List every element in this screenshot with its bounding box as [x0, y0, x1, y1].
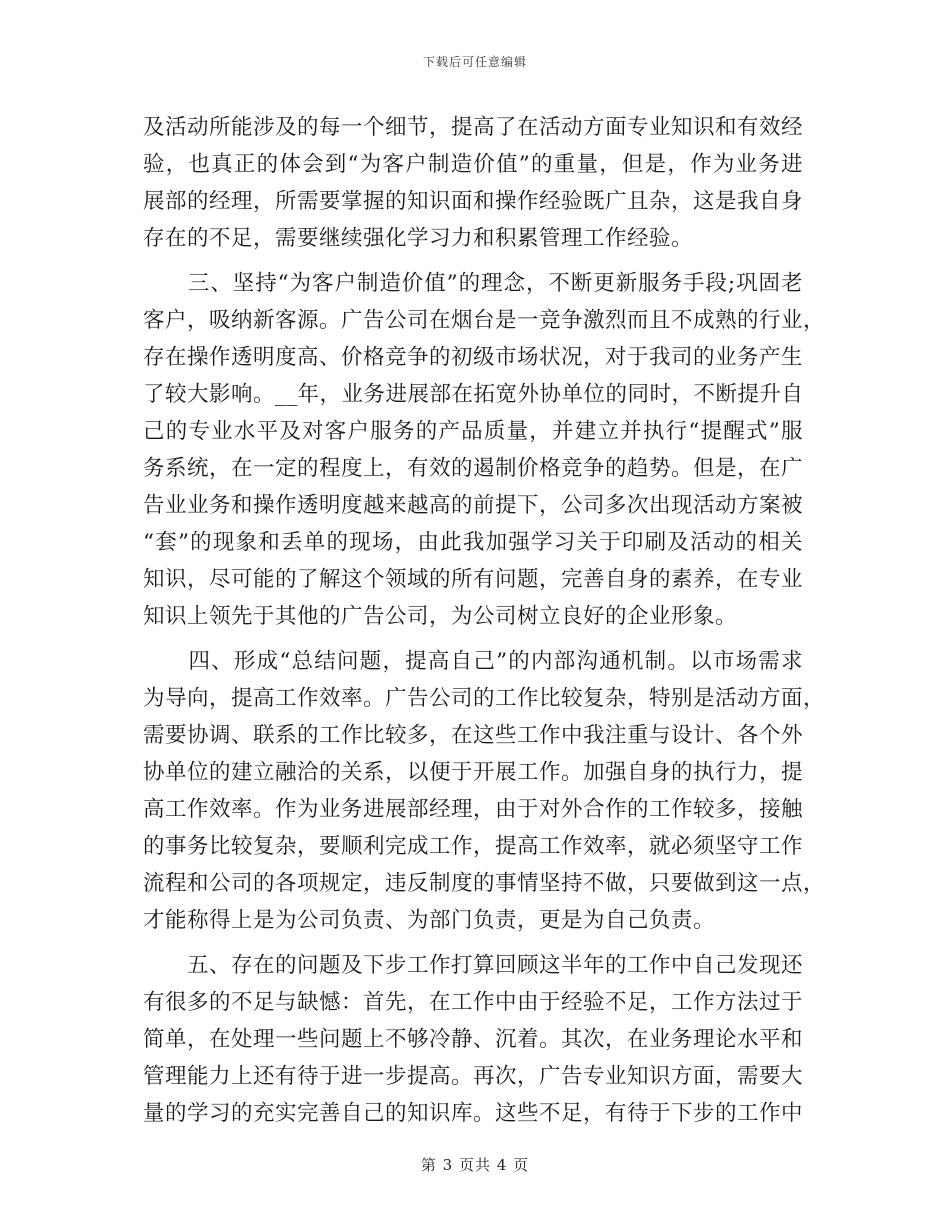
text-line: 告业业务和操作透明度越来越高的前提下，公司多次出现活动方案被	[143, 493, 804, 518]
text-line: 有很多的不足与缺憾：首先，在工作中由于经验不足，工作方法过于	[143, 990, 804, 1015]
text-line: 知识上领先于其他的广告公司，为公司树立良好的企业形象。	[143, 604, 738, 629]
text-line: 展部的经理，所需要掌握的知识面和操作经验既广且杂，这是我自身	[143, 189, 804, 214]
text-line: 验，也真正的体会到“为客户制造价值”的重量，但是，作为业务进	[143, 152, 803, 177]
text-line: 的事务比较复杂，要顺利完成工作，提高工作效率，就必须坚守工作	[143, 834, 804, 859]
text-line: 知识，尽可能的了解这个领域的所有问题，完善自身的素养，在专业	[143, 567, 804, 592]
text-line: 三、坚持“为客户制造价值”的理念，不断更新服务手段;巩固老	[143, 271, 803, 296]
text-line: 五、存在的问题及下步工作打算回顾这半年的工作中自己发现还	[143, 953, 804, 978]
paragraph	[143, 643, 826, 939]
text-line: “套”的现象和丢单的现场，由此我加强学习关于印刷及活动的相关	[143, 530, 803, 555]
paragraph	[143, 109, 803, 257]
text-line: 客户，吸纳新客源。广告公司在烟台是一竞争激烈而且不成熟的行业，	[143, 308, 826, 333]
text-line: 务系统，在一定的程度上，有效的遏制价格竞争的趋势。但是，在广	[143, 456, 804, 481]
text-line: 简单，在处理一些问题上不够冷静、沉着。其次，在业务理论水平和	[143, 1027, 804, 1052]
text-line: 才能称得上是为公司负责、为部门负责，更是为自己负责。	[143, 908, 716, 933]
text-line: 需要协调、联系的工作比较多，在这些工作中我注重与设计、各个外	[143, 723, 804, 748]
text-line: 存在的不足，需要继续强化学习力和积累管理工作经验。	[143, 226, 694, 251]
document-body	[143, 109, 826, 1132]
text-line: 了较大影响。__年，业务进展部在拓宽外协单位的同时，不断提升自	[143, 382, 804, 407]
text-line: 存在操作透明度高、价格竞争的初级市场状况，对于我司的业务产生	[143, 345, 804, 370]
text-line: 为导向，提高工作效率。广告公司的工作比较复杂，特别是活动方面，	[143, 686, 826, 711]
text-line: 高工作效率。作为业务进展部经理，由于对外合作的工作较多，接触	[143, 797, 804, 822]
page-footer: 第 3 页共 4 页	[420, 1156, 530, 1174]
text-line: 管理能力上还有待于进一步提高。再次，广告专业知识方面，需要大	[143, 1064, 804, 1089]
text-line: 量的学习的充实完善自己的知识库。这些不足，有待于下步的工作中	[143, 1101, 804, 1126]
text-line: 四、形成“总结问题，提高自己”的内部沟通机制。以市场需求	[143, 649, 803, 674]
page-header: 下载后可任意编辑	[422, 55, 527, 69]
paragraph	[143, 947, 803, 1132]
text-line: 流程和公司的各项规定，违反制度的事情坚持不做，只要做到这一点，	[143, 871, 826, 896]
text-line: 协单位的建立融洽的关系，以便于开展工作。加强自身的执行力，提	[143, 760, 804, 785]
text-line: 己的专业水平及对客户服务的产品质量，并建立并执行“提醒式”服	[143, 419, 803, 444]
text-line: 及活动所能涉及的每一个细节，提高了在活动方面专业知识和有效经	[143, 115, 804, 140]
paragraph	[143, 265, 826, 635]
